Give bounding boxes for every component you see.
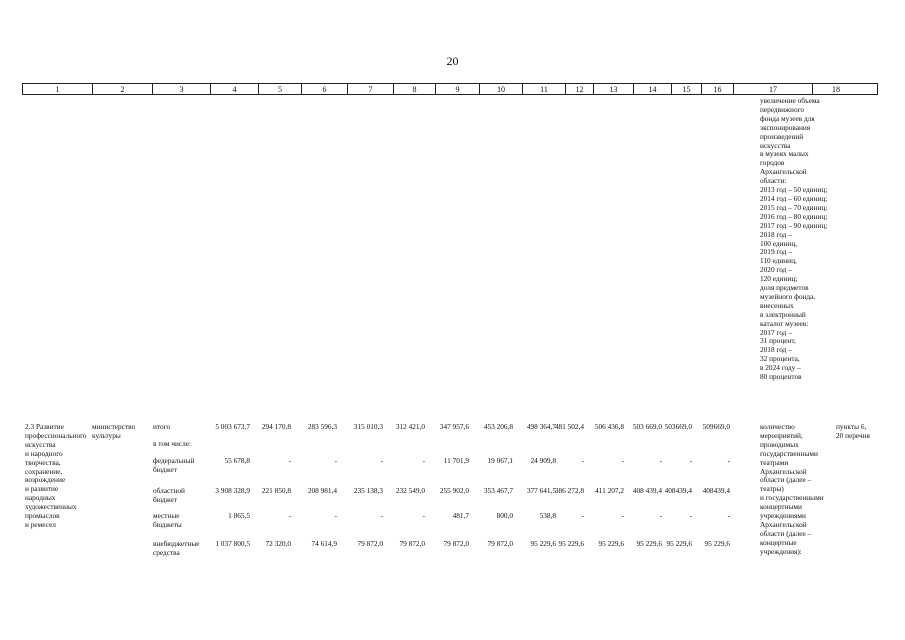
row-indicator-line: области (далее – [760,528,812,538]
funding-value: 95 229,6 [666,539,692,548]
legal-ref-line: пункты 6, [836,422,867,431]
funding-source-label: внебюджетные средства [153,539,200,557]
funding-value: 353 467,7 [483,486,513,495]
funding-value: 1 865,5 [228,511,250,520]
funding-value: 221 850,8 [261,486,291,495]
funding-value: - [659,511,662,520]
funding-value: - [659,456,662,465]
indicator-text-continued [760,97,834,382]
funding-value: - [288,511,291,520]
indicator-line: 2014 год – 60 единиц; [760,193,828,203]
funding-value: 283 596,3 [307,422,337,431]
indicator-line: внесенных [760,300,794,310]
funding-value: 408439,4 [702,486,730,495]
funding-value: 347 957,6 [439,422,469,431]
indicator-line: 2020 год – [760,265,792,275]
row-name [25,423,87,530]
funding-value: 235 138,3 [353,486,383,495]
indicator-line: в 2024 году – [760,363,801,373]
row-indicator-line: театры) [760,484,784,494]
column-header-15: 15 [672,84,702,94]
page-number: 20 [446,54,459,68]
row-indicator-line: концертными [760,502,802,512]
funding-value: - [727,511,730,520]
column-header-14: 14 [634,84,672,94]
indicator-line: 2017 год – 90 единиц; [760,220,828,230]
funding-value: 481,7 [452,511,469,520]
funding-value: 498 364,7 [526,422,556,431]
funding-value: 503 669,0 [632,422,662,431]
indicator-line: фонда музеев для [760,113,815,123]
indicator-line: 31 процент, [760,336,796,346]
row-name-line: творчества, [25,457,61,467]
column-header-18: 18 [832,85,840,94]
column-header-12: 12 [566,84,594,94]
indicator-line: в музеях малых [760,149,809,159]
indicator-line: 110 единиц, [760,256,797,266]
funding-value: 538,8 [539,511,556,520]
funding-value: 74 614,9 [311,539,337,548]
funding-source-label: федеральный бюджет [153,456,195,474]
funding-value: 411 207,2 [595,486,624,495]
funding-value: - [422,511,425,520]
table-header-row [22,83,878,95]
indicator-line: 2017 год – [760,327,792,337]
funding-value: 232 549,0 [395,486,425,495]
funding-value: 377 641,5 [526,486,556,495]
column-header-8: 8 [394,84,436,94]
indicator-line: в электронный [760,309,806,319]
funding-value: 95 229,6 [558,539,584,548]
funding-value: 1 037 800,5 [215,539,250,548]
funding-value: 95 229,6 [636,539,662,548]
funding-value: 481 502,4 [554,422,584,431]
row-indicator-line: театрами [760,457,789,467]
row-indicator-line: области (далее – [760,475,812,485]
row-indicator-line: Архангельской [760,466,807,476]
funding-value: 72 320,0 [265,539,291,548]
in-that-number-label: в том числе: [153,439,192,448]
funding-value: 453 206,8 [483,422,513,431]
row-name-line: народных [25,493,56,503]
indicator-line: 100 единиц, [760,238,798,248]
indicator-line: 80 процентов [760,372,802,382]
funding-value: - [581,511,584,520]
funding-value: - [621,511,624,520]
indicator-line: доля предметов [760,283,809,293]
indicator-line: 2016 год – 80 единиц; [760,211,828,221]
row-name-line: возрождение [25,475,66,485]
executor-line: культуры [92,430,121,440]
funding-value: 800,0 [496,511,513,520]
row-indicator-line: концертные [760,537,797,547]
row-indicator-line: Архангельской [760,519,807,529]
row-indicator-text [760,423,834,557]
funding-value: 24 909,8 [530,456,556,465]
column-header-1: 1 [23,84,93,94]
funding-value: - [334,511,337,520]
row-indicator-line: проводимых [760,439,799,449]
funding-value: - [689,511,692,520]
funding-value: 315 010,3 [353,422,383,431]
funding-value: 386 272,8 [554,486,584,495]
funding-value: - [288,456,291,465]
funding-value: 79 872,0 [399,539,425,548]
indicator-line: музейного фонда, [760,291,816,301]
funding-value: 19 067,1 [487,456,513,465]
column-header-10: 10 [480,84,523,94]
funding-value: 5 003 673,7 [215,422,250,431]
funding-value: 95 229,6 [704,539,730,548]
column-header-4: 4 [211,84,259,94]
row-name-line: промыслов [25,511,60,521]
indicator-line: области: [760,176,787,186]
funding-value: - [380,511,383,520]
column-header-6: 6 [302,84,348,94]
row-legal-reference [836,423,870,441]
column-header-17: 17 [734,84,813,94]
funding-value: 509669,0 [702,422,730,431]
row-indicator-line: мероприятий, [760,430,803,440]
indicator-line: 2015 год – 70 единиц; [760,202,828,212]
funding-value: 294 170,8 [261,422,291,431]
funding-value: 503669,0 [664,422,692,431]
funding-value: - [422,456,425,465]
row-executor [92,423,135,441]
funding-source-label: итого [153,422,171,431]
funding-value: - [727,456,730,465]
indicator-line: Архангельской [760,167,807,177]
row-indicator-line: количество [760,422,795,431]
row-indicator-line: учреждения): [760,546,802,556]
funding-value: 408 439,4 [632,486,662,495]
funding-value: 11 701,9 [443,456,469,465]
funding-value: 312 421,0 [395,422,425,431]
indicator-line: 32 процента, [760,354,800,364]
funding-value: 3 908 328,9 [215,486,250,495]
row-name-line: сохранение, [25,466,63,476]
funding-value: 506 436,8 [594,422,624,431]
row-name-line: и развитие [25,484,59,494]
indicator-line: 2018 год – [760,229,792,239]
funding-value: - [689,456,692,465]
funding-value: 95 229,6 [530,539,556,548]
funding-value: - [581,456,584,465]
funding-value: 208 981,4 [307,486,337,495]
indicator-line: увеличение объема [760,96,820,105]
indicator-line: каталог музеев: [760,318,809,328]
indicator-line: 2019 год – [760,247,792,257]
funding-source-label: местные бюджеты [153,511,182,529]
funding-value: - [380,456,383,465]
indicator-line: 120 единиц; [760,274,798,284]
funding-value: 408439,4 [664,486,692,495]
column-header-2: 2 [93,84,153,94]
indicator-line: экспонирования [760,122,811,132]
column-header-13: 13 [594,84,634,94]
indicator-line: передвижного [760,104,805,114]
indicator-line: произведений [760,131,804,141]
funding-value: 255 902,0 [439,486,469,495]
funding-value: 55 678,8 [224,456,250,465]
row-name-line: и народного [25,448,63,458]
row-name-line: профессионального [25,430,87,440]
legal-ref-line: 20 перечня [836,430,870,440]
funding-value: 79 872,0 [487,539,513,548]
funding-value: 95 229,6 [598,539,624,548]
funding-value: 79 872,0 [357,539,383,548]
executor-line: министерство [92,422,136,431]
column-header-7: 7 [348,84,394,94]
funding-value: - [621,456,624,465]
row-name-line: художественных [25,502,77,512]
indicator-line: городов [760,158,785,168]
funding-value: 79 872,0 [443,539,469,548]
indicator-line: искусства [760,140,791,150]
row-name-line: искусства [25,439,56,449]
column-header-9: 9 [436,84,480,94]
column-header-5: 5 [259,84,302,94]
row-name-line: 2.3 Развитие [25,422,64,431]
indicator-line: 2013 год – 50 единиц; [760,185,828,195]
column-header-16: 16 [702,84,734,94]
column-header-3: 3 [153,84,211,94]
row-indicator-line: и государственными [760,493,824,503]
funding-source-label: областной бюджет [153,486,185,504]
row-indicator-line: учреждениями [760,511,806,521]
funding-value: - [334,456,337,465]
row-indicator-line: государственными [760,448,818,458]
indicator-line: 2018 год – [760,345,792,355]
column-header-11: 11 [523,84,566,94]
row-name-line: и ремесел [25,519,56,529]
